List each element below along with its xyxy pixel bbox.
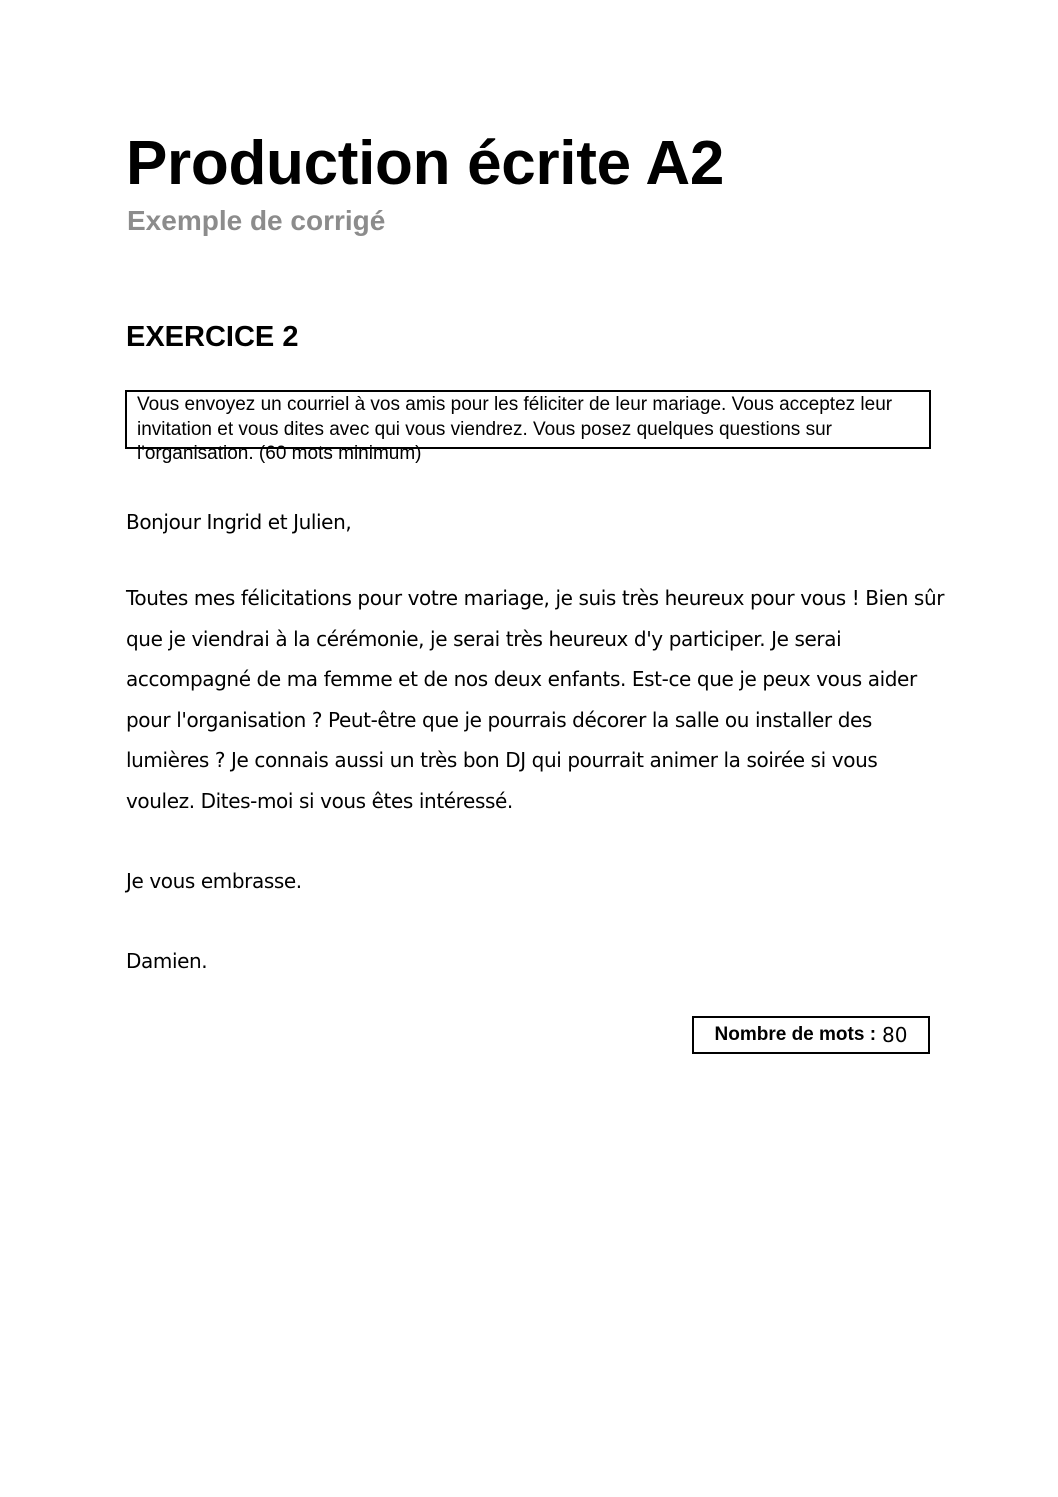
letter-body: Toutes mes félicitations pour votre mariage, je suis très heureux pour vous ! Bien sûr que je viendrai à la cérémonie, je serai très heureux d'y participer. Je serai accompagné de ma femme et de nos deux enfants. Est-ce que je peux vous aider pour l'organisation ? Peut-être que je pourrais décorer la salle ou installer des lumières ? Je connais aussi un très bon DJ qui pourrait animer la soirée si vous voulez. Dites-moi si vous êtes intéressé. bbox=[126, 586, 945, 813]
letter-greeting: Bonjour Ingrid et Julien, bbox=[126, 510, 352, 534]
word-count-box bbox=[692, 1016, 930, 1054]
letter-signature: Damien. bbox=[126, 949, 208, 973]
letter-closing: Je vous embrasse. bbox=[126, 869, 302, 893]
page-subtitle: Exemple de corrigé bbox=[127, 205, 386, 236]
word-count-value: 80 bbox=[882, 1023, 908, 1047]
page-title: Production écrite A2 bbox=[126, 129, 725, 198]
exercise-heading: EXERCICE 2 bbox=[126, 321, 299, 353]
instructions-box: Vous envoyez un courriel à vos amis pour les féliciter de leur mariage. Vous acceptez leur invitation et vous dites avec qui vous viendrez. Vous posez quelques questions sur l'organisation. (60 mots minimum) bbox=[125, 390, 931, 449]
word-count-label: Nombre de mots : bbox=[714, 1024, 877, 1045]
